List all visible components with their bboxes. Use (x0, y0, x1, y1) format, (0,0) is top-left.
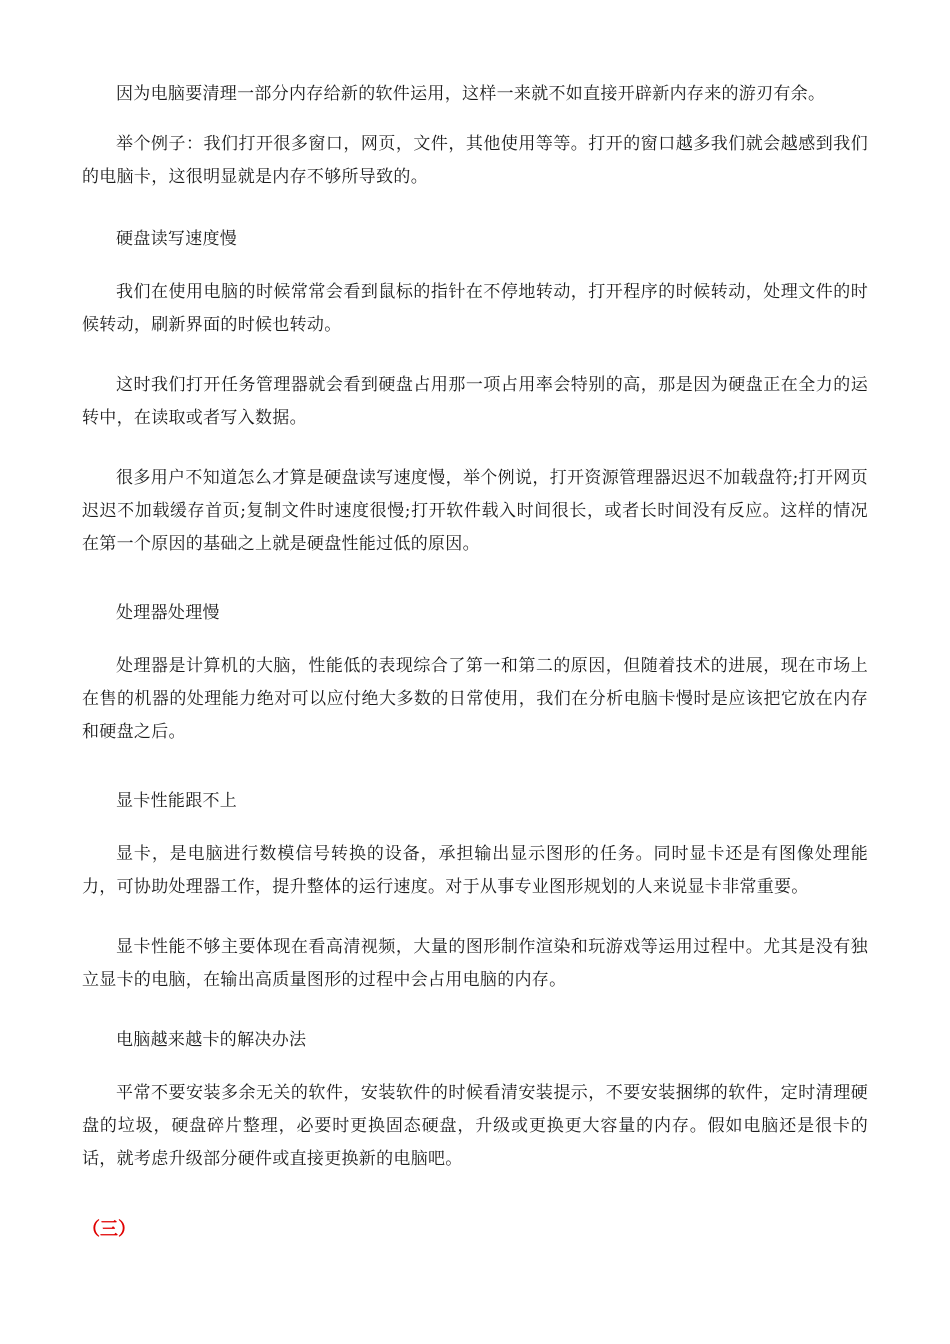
paragraph-disk-pointer: 我们在使用电脑的时候常常会看到鼠标的指针在不停地转动，打开程序的时候转动，处理文件的时候转动，刷新界面的时候也转动。 (82, 282, 868, 335)
heading-gpu-performance: 显卡性能跟不上 (116, 791, 238, 811)
heading-disk-speed: 硬盘读写速度慢 (116, 229, 238, 249)
paragraph-cpu-explanation: 处理器是计算机的大脑，性能低的表现综合了第一和第二的原因，但随着技术的进展，现在市场上在售的机器的处理能力绝对可以应付绝大多数的日常使用，我们在分析电脑卡慢时是应该把它放在内存和硬盘之后。 (82, 656, 868, 742)
paragraph-solutions: 平常不要安装多余无关的软件，安装软件的时候看清安装提示，不要安装捆绑的软件，定时清理硬盘的垃圾，硬盘碎片整理，必要时更换固态硬盘，升级或更换更大容量的内存。假如电脑还是很卡的话，就考虑升级部分硬件或直接更换新的电脑吧。 (82, 1083, 868, 1169)
paragraph-memory-example: 举个例子：我们打开很多窗口，网页，文件，其他使用等等。打开的窗口越多我们就会越感到我们的电脑卡，这很明显就是内存不够所导致的。 (82, 134, 868, 187)
heading-cpu-slow: 处理器处理慢 (116, 603, 220, 623)
section-number: （三） (82, 1219, 136, 1240)
paragraph-gpu-usage: 显卡性能不够主要体现在看高清视频，大量的图形制作渲染和玩游戏等运用过程中。尤其是没有独立显卡的电脑，在输出高质量图形的过程中会占用电脑的内存。 (82, 937, 868, 990)
paragraph-memory-reallocation: 因为电脑要清理一部分内存给新的软件运用，这样一来就不如直接开辟新内存来的游刃有余。 (116, 84, 826, 104)
paragraph-disk-symptoms: 很多用户不知道怎么才算是硬盘读写速度慢，举个例说，打开资源管理器迟迟不加载盘符;打开网页迟迟不加载缓存首页;复制文件时速度很慢;打开软件载入时间很长，或者长时间没有反应。这样的情况在第一个原因的基础之上就是硬盘性能过低的原因。 (82, 468, 868, 554)
paragraph-disk-task-manager: 这时我们打开任务管理器就会看到硬盘占用那一项占用率会特别的高，那是因为硬盘正在全力的运转中，在读取或者写入数据。 (82, 375, 868, 428)
paragraph-gpu-definition: 显卡，是电脑进行数模信号转换的设备，承担输出显示图形的任务。同时显卡还是有图像处理能力，可协助处理器工作，提升整体的运行速度。对于从事专业图形规划的人来说显卡非常重要。 (82, 844, 868, 897)
heading-solutions: 电脑越来越卡的解决办法 (116, 1030, 307, 1050)
